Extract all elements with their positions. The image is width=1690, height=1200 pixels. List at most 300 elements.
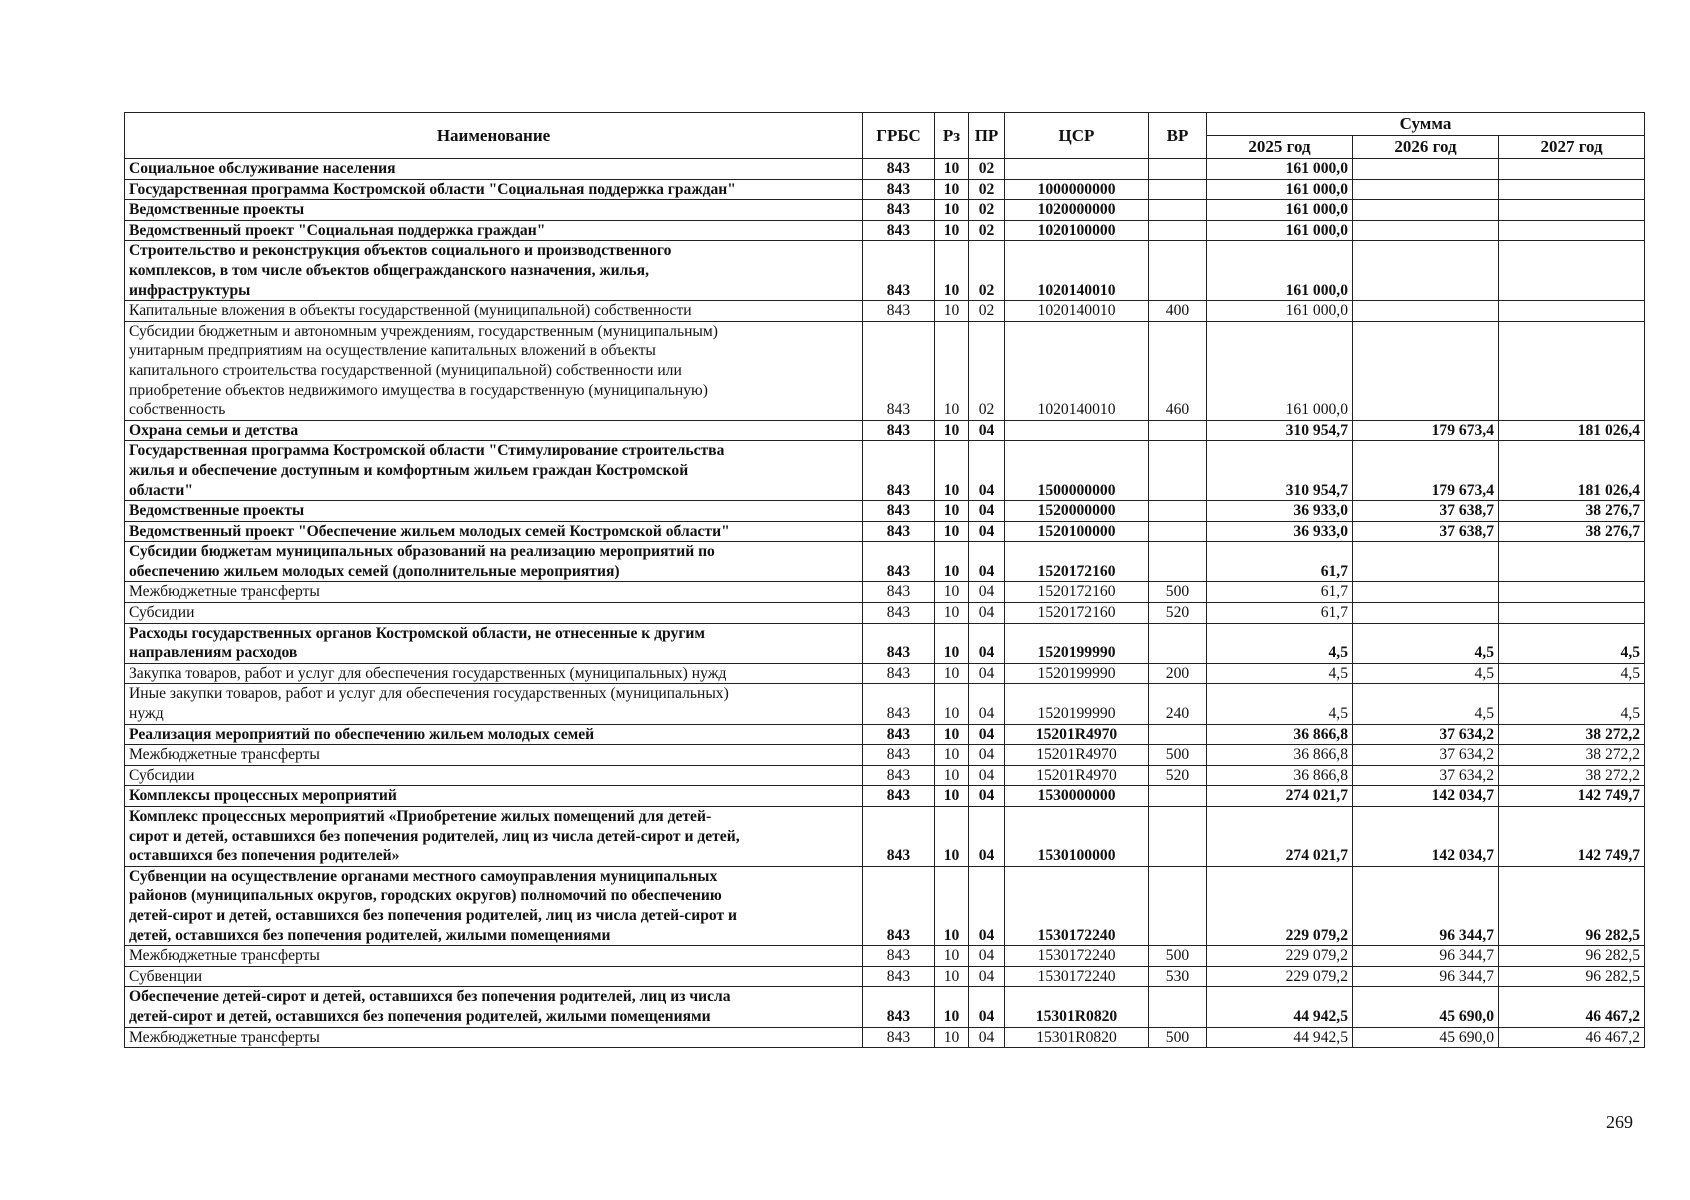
cell-pr: 04	[969, 603, 1005, 624]
row-name-line: области"	[129, 481, 193, 499]
cell-grbs: 843	[863, 521, 935, 542]
cell-y2025: 4,5	[1207, 623, 1353, 663]
table-row	[125, 521, 1645, 542]
row-name	[125, 987, 863, 1027]
table-body	[125, 159, 1645, 1048]
cell-y2026: 4,5	[1353, 663, 1499, 684]
row-name-line: Межбюджетные трансферты	[129, 947, 320, 965]
cell-rz: 10	[935, 542, 969, 582]
cell-csr: 1520199990	[1005, 623, 1149, 663]
row-name	[125, 441, 863, 501]
table-row	[125, 987, 1645, 1027]
cell-csr: 1000000000	[1005, 179, 1149, 200]
cell-vr	[1149, 179, 1207, 200]
cell-pr: 04	[969, 786, 1005, 807]
cell-csr: 1520172160	[1005, 542, 1149, 582]
cell-y2026: 45 690,0	[1353, 987, 1499, 1027]
cell-pr: 04	[969, 684, 1005, 724]
header-rz: Рз	[935, 113, 969, 159]
header-year-2027: 2027 год	[1499, 136, 1645, 159]
cell-rz: 10	[935, 663, 969, 684]
cell-pr: 04	[969, 521, 1005, 542]
cell-vr	[1149, 441, 1207, 501]
cell-y2025: 44 942,5	[1207, 987, 1353, 1027]
table-row	[125, 241, 1645, 301]
table-row	[125, 301, 1645, 322]
cell-y2025: 229 079,2	[1207, 866, 1353, 945]
cell-grbs: 843	[863, 441, 935, 501]
cell-y2026: 37 638,7	[1353, 521, 1499, 542]
row-name-line: Субсидии	[129, 604, 195, 622]
row-name-line: Субсидии бюджетным и автономным учреждениям, государственным (муниципальным)	[129, 322, 718, 340]
page-number: 269	[1606, 1112, 1633, 1132]
cell-y2026	[1353, 542, 1499, 582]
cell-y2025: 36 933,0	[1207, 521, 1353, 542]
cell-pr: 04	[969, 987, 1005, 1027]
cell-csr: 15301R0820	[1005, 987, 1149, 1027]
row-name	[125, 501, 863, 522]
cell-vr	[1149, 807, 1207, 867]
cell-y2027: 142 749,7	[1499, 807, 1645, 867]
row-name-line: Охрана семьи и детства	[129, 421, 299, 439]
cell-grbs: 843	[863, 946, 935, 967]
row-name	[125, 603, 863, 624]
cell-rz: 10	[935, 807, 969, 867]
row-name-line: сирот и детей, оставшихся без попечения родителей, лиц из числа детей-сирот и детей,	[129, 827, 740, 845]
cell-pr: 02	[969, 200, 1005, 221]
cell-csr: 15201R4970	[1005, 745, 1149, 766]
cell-grbs: 843	[863, 603, 935, 624]
cell-y2027: 181 026,4	[1499, 441, 1645, 501]
table-row	[125, 220, 1645, 241]
cell-y2025: 161 000,0	[1207, 179, 1353, 200]
cell-csr: 1520172160	[1005, 582, 1149, 603]
table-row	[125, 542, 1645, 582]
row-name-line: Межбюджетные трансферты	[129, 746, 320, 764]
cell-y2026	[1353, 220, 1499, 241]
row-name	[125, 946, 863, 967]
cell-vr	[1149, 521, 1207, 542]
cell-rz: 10	[935, 966, 969, 987]
cell-grbs: 843	[863, 159, 935, 180]
cell-grbs: 843	[863, 1027, 935, 1048]
cell-y2026: 37 634,2	[1353, 724, 1499, 745]
table-row	[125, 603, 1645, 624]
cell-vr	[1149, 623, 1207, 663]
cell-y2025: 161 000,0	[1207, 301, 1353, 322]
cell-y2026: 96 344,7	[1353, 946, 1499, 967]
cell-csr: 1520199990	[1005, 663, 1149, 684]
cell-grbs: 843	[863, 623, 935, 663]
row-name-line: Иные закупки товаров, работ и услуг для обеспечения государственных (муниципальных)	[129, 685, 729, 703]
cell-rz: 10	[935, 441, 969, 501]
cell-y2026: 37 634,2	[1353, 745, 1499, 766]
cell-pr: 04	[969, 765, 1005, 786]
row-name	[125, 807, 863, 867]
cell-csr: 1530100000	[1005, 807, 1149, 867]
cell-pr: 04	[969, 966, 1005, 987]
cell-y2025: 61,7	[1207, 603, 1353, 624]
cell-y2027	[1499, 542, 1645, 582]
row-name-line: детей, оставшихся без попечения родителей, жилыми помещениями	[129, 926, 611, 944]
table-row	[125, 745, 1645, 766]
cell-grbs: 843	[863, 987, 935, 1027]
cell-pr: 04	[969, 501, 1005, 522]
cell-pr: 02	[969, 159, 1005, 180]
cell-y2027: 46 467,2	[1499, 987, 1645, 1027]
cell-y2027	[1499, 321, 1645, 420]
cell-y2026: 37 638,7	[1353, 501, 1499, 522]
row-name	[125, 521, 863, 542]
row-name-line: унитарным предприятиям на осуществление капитальных вложений в объекты	[129, 342, 656, 360]
row-name-line: Закупка товаров, работ и услуг для обеспечения государственных (муниципальных) нужд	[129, 664, 727, 682]
cell-vr	[1149, 786, 1207, 807]
cell-y2025: 274 021,7	[1207, 786, 1353, 807]
cell-rz: 10	[935, 582, 969, 603]
cell-y2027: 46 467,2	[1499, 1027, 1645, 1048]
cell-vr	[1149, 241, 1207, 301]
cell-vr: 460	[1149, 321, 1207, 420]
cell-pr: 04	[969, 946, 1005, 967]
table-row	[125, 946, 1645, 967]
cell-vr	[1149, 987, 1207, 1027]
cell-y2026: 96 344,7	[1353, 866, 1499, 945]
cell-y2026: 179 673,4	[1353, 420, 1499, 441]
header-year-2026: 2026 год	[1353, 136, 1499, 159]
cell-rz: 10	[935, 521, 969, 542]
cell-y2025: 229 079,2	[1207, 966, 1353, 987]
row-name	[125, 420, 863, 441]
cell-csr: 1020000000	[1005, 200, 1149, 221]
cell-rz: 10	[935, 866, 969, 945]
cell-pr: 04	[969, 1027, 1005, 1048]
cell-csr: 1020100000	[1005, 220, 1149, 241]
cell-pr: 02	[969, 220, 1005, 241]
row-name-line: Государственная программа Костромской области "Стимулирование строительства	[129, 442, 725, 460]
row-name-line: жилья и обеспечение доступным и комфортным жильем граждан Костромской	[129, 461, 689, 479]
cell-y2026: 4,5	[1353, 684, 1499, 724]
cell-pr: 02	[969, 179, 1005, 200]
cell-pr: 04	[969, 866, 1005, 945]
row-name-line: Ведомственные проекты	[129, 502, 305, 520]
cell-rz: 10	[935, 786, 969, 807]
row-name-line: детей-сирот и детей, оставшихся без попечения родителей, лиц из числа детей-сирот и	[129, 906, 738, 924]
row-name	[125, 623, 863, 663]
cell-y2027: 96 282,5	[1499, 946, 1645, 967]
cell-y2025: 310 954,7	[1207, 420, 1353, 441]
cell-y2027: 38 276,7	[1499, 521, 1645, 542]
cell-rz: 10	[935, 179, 969, 200]
row-name-line: Субвенции	[129, 967, 203, 985]
cell-y2027: 96 282,5	[1499, 966, 1645, 987]
cell-grbs: 843	[863, 966, 935, 987]
row-name-line: Субвенции на осуществление органами местного самоуправления муниципальных	[129, 867, 718, 885]
cell-grbs: 843	[863, 200, 935, 221]
cell-y2027: 38 272,2	[1499, 765, 1645, 786]
row-name-line: Субсидии бюджетам муниципальных образований на реализацию мероприятий по	[129, 543, 715, 561]
row-name-line: Социальное обслуживание населения	[129, 160, 396, 177]
cell-grbs: 843	[863, 501, 935, 522]
cell-y2027: 96 282,5	[1499, 866, 1645, 945]
cell-vr: 200	[1149, 663, 1207, 684]
cell-csr: 1020140010	[1005, 301, 1149, 322]
cell-vr	[1149, 420, 1207, 441]
cell-pr: 04	[969, 441, 1005, 501]
cell-rz: 10	[935, 501, 969, 522]
cell-y2025: 161 000,0	[1207, 220, 1353, 241]
row-name-line: приобретение объектов недвижимого имущества в государственную (муниципальную)	[129, 381, 708, 399]
cell-pr: 04	[969, 582, 1005, 603]
cell-y2027	[1499, 179, 1645, 200]
cell-y2027	[1499, 220, 1645, 241]
row-name-line: инфраструктуры	[129, 281, 251, 299]
cell-y2027: 4,5	[1499, 623, 1645, 663]
cell-vr	[1149, 220, 1207, 241]
row-name	[125, 684, 863, 724]
cell-rz: 10	[935, 623, 969, 663]
cell-rz: 10	[935, 241, 969, 301]
row-name-line: Комплексы процессных мероприятий	[129, 787, 397, 805]
cell-grbs: 843	[863, 220, 935, 241]
row-name	[125, 241, 863, 301]
cell-y2025: 4,5	[1207, 684, 1353, 724]
cell-grbs: 843	[863, 786, 935, 807]
cell-y2025: 229 079,2	[1207, 946, 1353, 967]
cell-y2025: 161 000,0	[1207, 241, 1353, 301]
cell-y2025: 36 866,8	[1207, 745, 1353, 766]
row-name-line: Ведомственный проект "Обеспечение жильем молодых семей Костромской области"	[129, 522, 730, 540]
cell-y2025: 161 000,0	[1207, 200, 1353, 221]
cell-y2027	[1499, 301, 1645, 322]
cell-grbs: 843	[863, 807, 935, 867]
cell-grbs: 843	[863, 241, 935, 301]
row-name-line: комплексов, в том числе объектов общегражданского назначения, жилья,	[129, 261, 649, 279]
cell-rz: 10	[935, 159, 969, 180]
cell-csr: 1520100000	[1005, 521, 1149, 542]
cell-csr: 1520000000	[1005, 501, 1149, 522]
cell-vr: 500	[1149, 946, 1207, 967]
cell-y2027	[1499, 603, 1645, 624]
cell-y2025: 36 866,8	[1207, 724, 1353, 745]
cell-y2026: 142 034,7	[1353, 786, 1499, 807]
row-name-line: Государственная программа Костромской области "Социальная поддержка граждан"	[129, 180, 736, 198]
cell-vr: 240	[1149, 684, 1207, 724]
cell-vr: 500	[1149, 1027, 1207, 1048]
cell-vr: 530	[1149, 966, 1207, 987]
cell-csr: 1530000000	[1005, 786, 1149, 807]
cell-vr	[1149, 866, 1207, 945]
row-name	[125, 765, 863, 786]
row-name	[125, 724, 863, 745]
row-name-line: Реализация мероприятий по обеспечению жильем молодых семей	[129, 725, 595, 743]
cell-vr	[1149, 200, 1207, 221]
cell-y2027: 38 272,2	[1499, 745, 1645, 766]
cell-y2027: 142 749,7	[1499, 786, 1645, 807]
cell-csr: 1500000000	[1005, 441, 1149, 501]
cell-rz: 10	[935, 1027, 969, 1048]
table-row	[125, 724, 1645, 745]
cell-grbs: 843	[863, 866, 935, 945]
cell-y2027: 4,5	[1499, 663, 1645, 684]
cell-y2026	[1353, 241, 1499, 301]
cell-y2027	[1499, 200, 1645, 221]
cell-y2025: 274 021,7	[1207, 807, 1353, 867]
cell-csr	[1005, 159, 1149, 180]
cell-csr: 15301R0820	[1005, 1027, 1149, 1048]
row-name-line: Ведомственный проект "Социальная поддержка граждан"	[129, 221, 546, 239]
table-row	[125, 966, 1645, 987]
cell-y2026	[1353, 301, 1499, 322]
cell-pr: 04	[969, 623, 1005, 663]
cell-pr: 04	[969, 542, 1005, 582]
row-name-line: районов (муниципальных округов, городских округов) полномочий по обеспечению	[129, 887, 722, 905]
cell-grbs: 843	[863, 765, 935, 786]
row-name	[125, 200, 863, 221]
cell-pr: 04	[969, 420, 1005, 441]
cell-rz: 10	[935, 724, 969, 745]
row-name-line: Расходы государственных органов Костромской области, не отнесенные к другим	[129, 624, 706, 642]
cell-csr: 1530172240	[1005, 966, 1149, 987]
cell-rz: 10	[935, 603, 969, 624]
cell-rz: 10	[935, 420, 969, 441]
header-csr: ЦСР	[1005, 113, 1149, 159]
cell-y2026	[1353, 200, 1499, 221]
cell-y2026	[1353, 321, 1499, 420]
cell-grbs: 843	[863, 542, 935, 582]
cell-vr: 520	[1149, 603, 1207, 624]
row-name	[125, 301, 863, 322]
row-name	[125, 220, 863, 241]
cell-y2026: 37 634,2	[1353, 765, 1499, 786]
row-name-line: Обеспечение детей-сирот и детей, оставшихся без попечения родителей, лиц из числа	[129, 988, 731, 1006]
table-row	[125, 765, 1645, 786]
table-row	[125, 623, 1645, 663]
cell-rz: 10	[935, 745, 969, 766]
row-name-line: капитального строительства государственной (муниципальной) собственности или	[129, 361, 682, 379]
row-name	[125, 159, 863, 180]
cell-y2025: 61,7	[1207, 542, 1353, 582]
cell-y2025: 161 000,0	[1207, 321, 1353, 420]
cell-y2025: 161 000,0	[1207, 159, 1353, 180]
row-name-line: Комплекс процессных мероприятий «Приобретение жилых помещений для детей-	[129, 808, 712, 825]
cell-pr: 04	[969, 663, 1005, 684]
header-grbs: ГРБС	[863, 113, 935, 159]
cell-vr: 520	[1149, 765, 1207, 786]
cell-y2025: 61,7	[1207, 582, 1353, 603]
row-name-line: обеспечению жильем молодых семей (дополнительные мероприятия)	[129, 562, 620, 580]
cell-rz: 10	[935, 220, 969, 241]
cell-grbs: 843	[863, 301, 935, 322]
row-name	[125, 966, 863, 987]
row-name	[125, 542, 863, 582]
table-row	[125, 786, 1645, 807]
cell-y2026: 96 344,7	[1353, 966, 1499, 987]
cell-y2026	[1353, 179, 1499, 200]
cell-vr: 500	[1149, 582, 1207, 603]
cell-grbs: 843	[863, 321, 935, 420]
cell-vr: 500	[1149, 745, 1207, 766]
cell-y2027	[1499, 241, 1645, 301]
cell-y2026	[1353, 603, 1499, 624]
cell-csr: 1020140010	[1005, 321, 1149, 420]
row-name	[125, 866, 863, 945]
table-row	[125, 321, 1645, 420]
cell-y2027: 181 026,4	[1499, 420, 1645, 441]
table-row	[125, 582, 1645, 603]
cell-y2026: 179 673,4	[1353, 441, 1499, 501]
table-row	[125, 159, 1645, 180]
row-name	[125, 745, 863, 766]
cell-y2026	[1353, 159, 1499, 180]
row-name-line: Межбюджетные трансферты	[129, 1028, 320, 1046]
table-row	[125, 663, 1645, 684]
cell-y2026: 142 034,7	[1353, 807, 1499, 867]
cell-vr	[1149, 542, 1207, 582]
cell-pr: 04	[969, 807, 1005, 867]
cell-y2027	[1499, 582, 1645, 603]
cell-grbs: 843	[863, 420, 935, 441]
row-name	[125, 786, 863, 807]
cell-csr	[1005, 420, 1149, 441]
table-row	[125, 684, 1645, 724]
header-pr: ПР	[969, 113, 1005, 159]
row-name-line: Строительство и реконструкция объектов социального и производственного	[129, 242, 672, 260]
cell-pr: 02	[969, 321, 1005, 420]
cell-y2026	[1353, 582, 1499, 603]
table-row	[125, 420, 1645, 441]
cell-y2025: 310 954,7	[1207, 441, 1353, 501]
cell-grbs: 843	[863, 582, 935, 603]
cell-y2025: 4,5	[1207, 663, 1353, 684]
header-sum: Сумма	[1207, 113, 1645, 136]
row-name	[125, 321, 863, 420]
cell-rz: 10	[935, 987, 969, 1027]
table-row	[125, 501, 1645, 522]
row-name	[125, 179, 863, 200]
cell-rz: 10	[935, 301, 969, 322]
cell-pr: 04	[969, 724, 1005, 745]
table-row	[125, 866, 1645, 945]
row-name-line: Субсидии	[129, 766, 195, 784]
cell-vr	[1149, 724, 1207, 745]
cell-y2026: 4,5	[1353, 623, 1499, 663]
cell-csr: 1020140010	[1005, 241, 1149, 301]
cell-y2027: 4,5	[1499, 684, 1645, 724]
cell-y2027: 38 276,7	[1499, 501, 1645, 522]
cell-pr: 02	[969, 301, 1005, 322]
table-row	[125, 1027, 1645, 1048]
cell-csr: 1520172160	[1005, 603, 1149, 624]
table-row	[125, 807, 1645, 867]
cell-grbs: 843	[863, 724, 935, 745]
row-name-line: Капитальные вложения в объекты государственной (муниципальной) собственности	[129, 302, 692, 320]
cell-grbs: 843	[863, 179, 935, 200]
row-name	[125, 582, 863, 603]
cell-csr: 15201R4970	[1005, 765, 1149, 786]
cell-y2025: 44 942,5	[1207, 1027, 1353, 1048]
cell-y2027	[1499, 159, 1645, 180]
cell-y2025: 36 866,8	[1207, 765, 1353, 786]
row-name-line: Ведомственные проекты	[129, 201, 305, 219]
row-name	[125, 1027, 863, 1048]
header-vr: ВР	[1149, 113, 1207, 159]
row-name-line: Межбюджетные трансферты	[129, 583, 320, 601]
row-name-line: детей-сирот и детей, оставшихся без попечения родителей, жилыми помещениями	[129, 1007, 711, 1025]
table-row	[125, 441, 1645, 501]
row-name-line: нужд	[129, 705, 164, 723]
cell-csr: 1530172240	[1005, 946, 1149, 967]
row-name-line: собственность	[129, 401, 226, 419]
